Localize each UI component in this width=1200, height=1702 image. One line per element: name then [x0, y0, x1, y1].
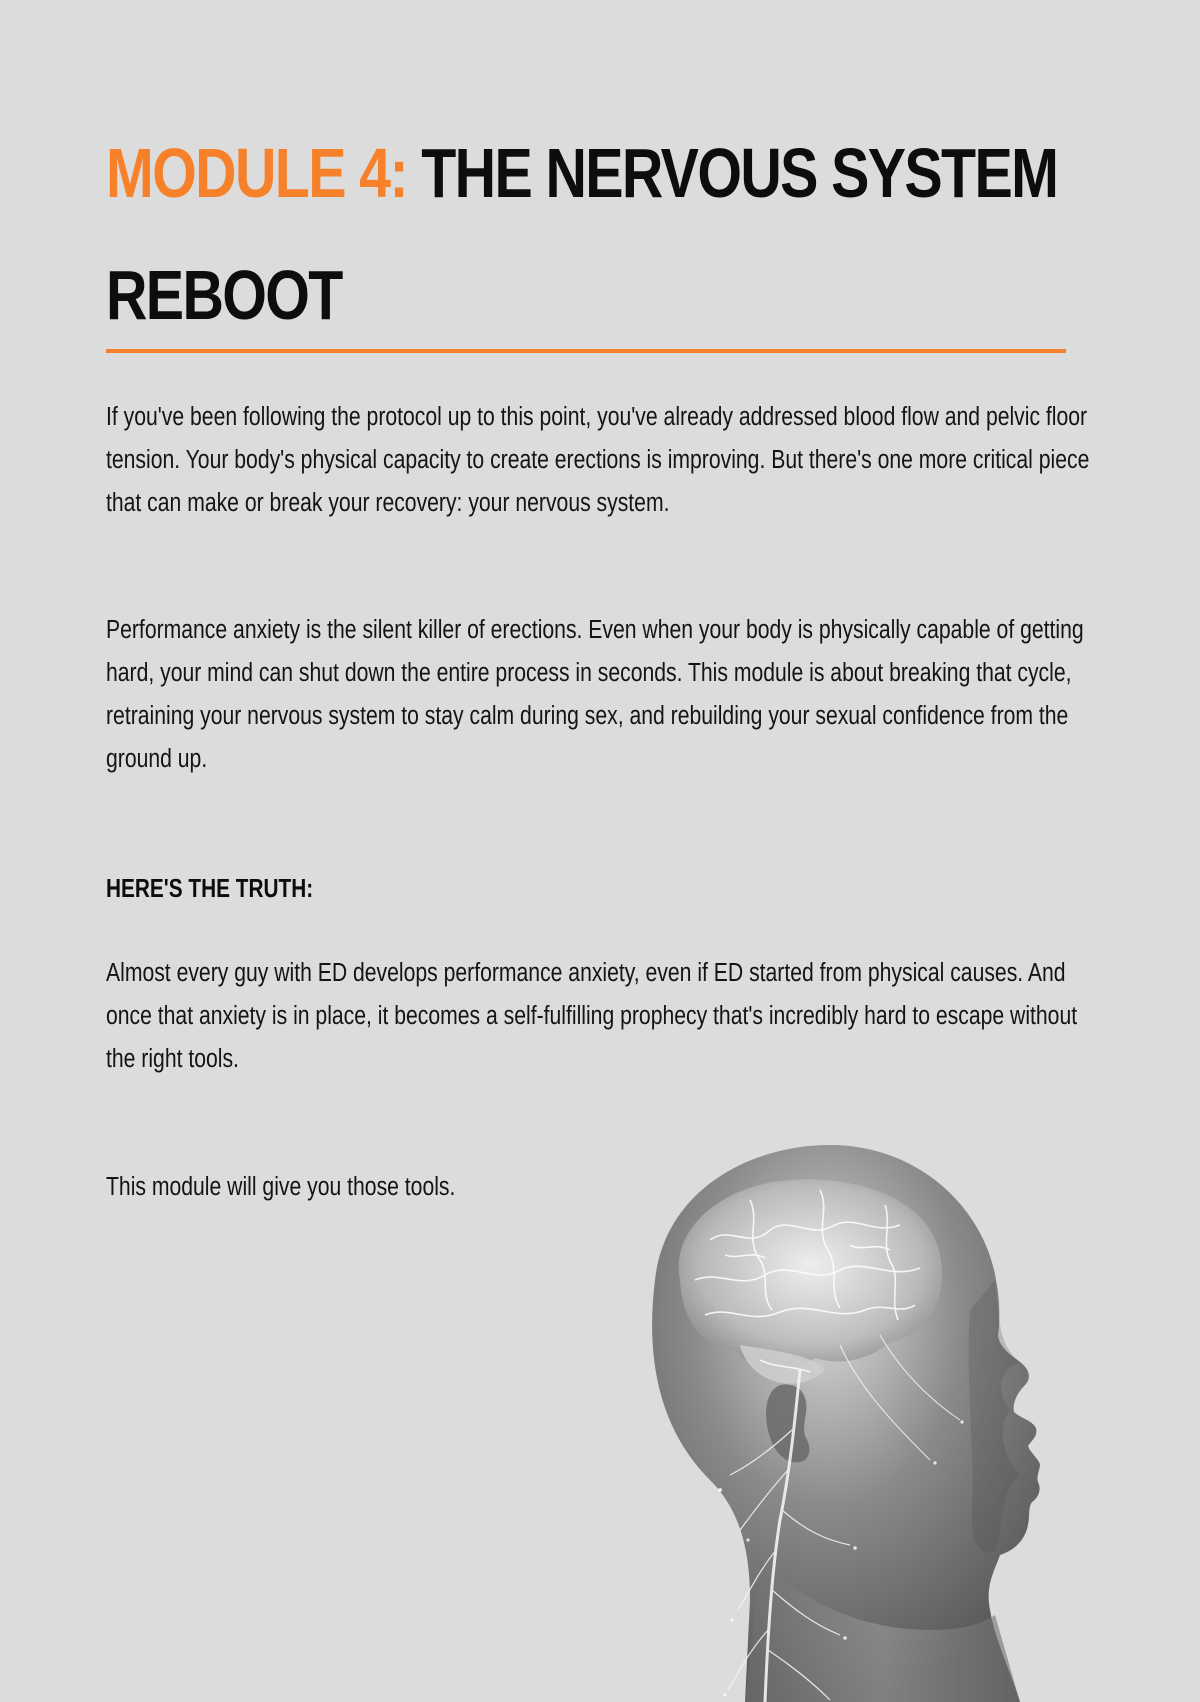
title-divider — [106, 349, 1066, 353]
anxiety-paragraph: Performance anxiety is the silent killer of erections. Even when your body is physically capable of getting hard, your mind can shut down the entire process in seconds. This module is about breaking that cycle, retraining your nervous system to stay calm during sex, and rebuilding your sexual confidence from the ground up. — [106, 616, 1084, 773]
title-main: THE NERVOUS SYSTEM REBOOT — [106, 134, 1058, 334]
truth-heading: HERE'S THE TRUTH: — [106, 873, 314, 903]
truth-paragraph: Almost every guy with ED develops performance anxiety, even if ED started from physical causes. And once that anxiety is in place, it becomes a self-fulfilling prophecy that's incredibly hard to escape without the right tools. — [106, 959, 1078, 1073]
intro-paragraph: If you've been following the protocol up to this point, you've already addressed blood flow and pelvic floor tension. Your body's physical capacity to create erections is improving. But there's one more critical piece that can make or break your recovery: your nervous system. — [106, 403, 1090, 517]
page-title — [106, 112, 1074, 356]
closing-paragraph: This module will give you those tools. — [106, 1173, 456, 1201]
title-prefix: MODULE 4: — [106, 134, 407, 212]
head-brain-nervous-system-illustration — [600, 1130, 1120, 1702]
